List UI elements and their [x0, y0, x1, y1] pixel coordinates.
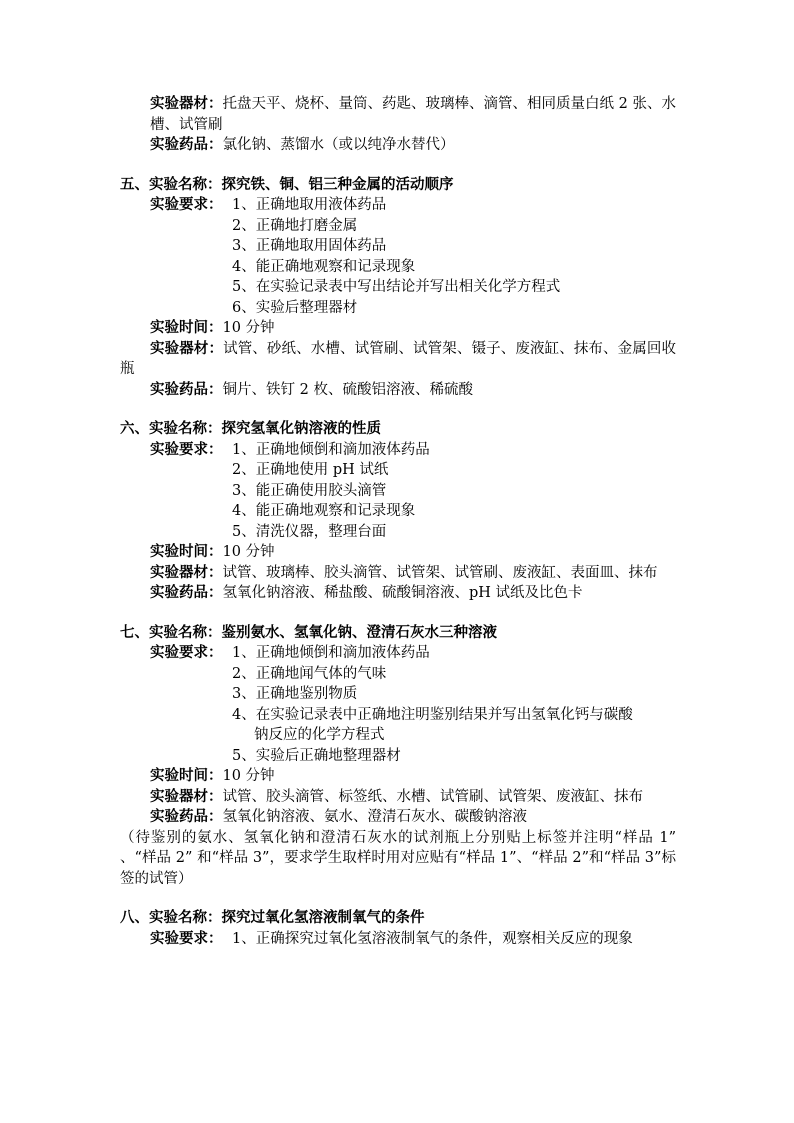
top-reagents-text: 氯化钠、蒸馏水（或以纯净水替代） [222, 137, 455, 153]
requirement-item: 5、清洗仪器，整理台面 [232, 523, 387, 540]
label-reagents: 实验药品： [150, 585, 223, 601]
section-5-equipment [120, 339, 676, 380]
section-7-time-text: 10 分钟 [222, 768, 275, 784]
requirement-item: 4、能正确地观察和记录现象 [232, 258, 416, 275]
requirement-item-continuation: 钠反应的化学方程式 [254, 727, 385, 743]
label-requirements: 实验要求： [150, 930, 223, 947]
section-6-equipment-text: 试管、玻璃棒、胶头滴管、试管架、试管刷、废液缸、表面皿、抹布 [222, 564, 658, 581]
section-7-note: （待鉴别的氨水、氢氧化钠和澄清石灰水的试剂瓶上分别贴上标签并注明“样品 1” 、“样品 2” 和“样品 3”，要求学生取样时用对应贴有“样品 1”、“样品 2”和“样品 3”标签的试管） [120, 829, 676, 887]
section-5-reagents [120, 380, 676, 401]
section-7-requirements [120, 643, 676, 766]
top-reagents [120, 135, 676, 156]
section-7-reagents-text: 氢氧化钠溶液、氨水、澄清石灰水、碳酸钠溶液 [222, 809, 527, 825]
label-time: 实验时间： [150, 544, 223, 560]
label-equipment: 实验器材： [150, 340, 224, 357]
requirement-item: 4、在实验记录表中正确地注明鉴别结果并写出氢氧化钙与碳酸 [232, 706, 633, 723]
label-requirements: 实验要求： [150, 441, 223, 458]
section-8-title: 八、实验名称：探究过氧化氢溶液制氧气的条件 [120, 910, 425, 926]
requirement-item: 1、正确地倾倒和滴加液体药品 [232, 441, 430, 458]
label-equipment: 实验器材： [150, 96, 223, 112]
section-6-time-text: 10 分钟 [222, 544, 275, 560]
label-requirements: 实验要求： [150, 645, 223, 661]
label-requirements: 实验要求： [150, 197, 223, 213]
section-6-reagents-text: 氢氧化钠溶液、稀盐酸、硫酸铜溶液、pH 试纸及比色卡 [222, 585, 583, 601]
requirement-item: 4、能正确地观察和记录现象 [232, 503, 416, 519]
section-5-reagents-text: 铜片、铁钉 2 枚、硫酸铝溶液、稀硫酸 [222, 381, 473, 398]
section-8-requirements [120, 929, 676, 950]
section-5-equipment-text: 试管、砂纸、水槽、试管刷、试管架、镊子、废液缸、抹布、金属回收瓶 [120, 340, 677, 377]
section-7-title: 七、实验名称：鉴别氨水、氢氧化钠、澄清石灰水三种溶液 [120, 624, 497, 641]
label-time: 实验时间： [150, 768, 223, 784]
requirement-item: 5、实验后正确地整理器材 [232, 747, 401, 764]
requirement-item: 2、正确地闻气体的气味 [232, 665, 387, 682]
label-equipment: 实验器材： [150, 788, 223, 805]
label-reagents: 实验药品： [150, 137, 223, 153]
section-6-reagents [120, 583, 676, 604]
section-6-title: 六、实验名称：探究氢氧化钠溶液的性质 [120, 421, 381, 437]
requirement-item: 1、正确地取用液体药品 [232, 197, 387, 213]
requirement-item: 5、在实验记录表中写出结论并写出相关化学方程式 [232, 279, 561, 295]
section-6-equipment [120, 563, 676, 584]
document-page [120, 94, 676, 949]
requirement-item: 3、能正确使用胶头滴管 [232, 482, 387, 499]
requirement-item: 1、正确探究过氧化氢溶液制氧气的条件，观察相关反应的现象 [232, 930, 633, 947]
label-time: 实验时间： [150, 320, 223, 336]
section-6-time [120, 542, 676, 563]
label-reagents: 实验药品： [150, 381, 223, 398]
label-reagents: 实验药品： [150, 809, 223, 825]
label-equipment: 实验器材： [150, 564, 223, 581]
section-5-time [120, 318, 676, 339]
section-6-requirements [120, 440, 676, 543]
top-equipment [120, 94, 676, 135]
top-equipment-text: 托盘天平、烧杯、量筒、药匙、玻璃棒、滴管、相同质量白纸 2 张、水槽、试管刷 [150, 96, 676, 133]
section-5-time-text: 10 分钟 [222, 320, 275, 336]
requirement-item: 2、正确地打磨金属 [232, 217, 358, 234]
requirement-item: 3、正确地鉴别物质 [232, 686, 358, 702]
section-7-reagents [120, 807, 676, 828]
section-7-equipment [120, 787, 676, 808]
section-7-time [120, 766, 676, 787]
requirement-item: 1、正确地倾倒和滴加液体药品 [232, 645, 430, 661]
requirement-item: 6、实验后整理器材 [232, 299, 358, 316]
section-5-requirements [120, 195, 676, 318]
requirement-item: 3、正确地取用固体药品 [232, 238, 387, 254]
section-5-title: 五、实验名称：探究铁、铜、铝三种金属的活动顺序 [120, 176, 454, 193]
requirement-item: 2、正确地使用 pH 试纸 [232, 462, 389, 478]
section-7-equipment-text: 试管、胶头滴管、标签纸、水槽、试管刷、试管架、废液缸、抹布 [222, 788, 643, 805]
